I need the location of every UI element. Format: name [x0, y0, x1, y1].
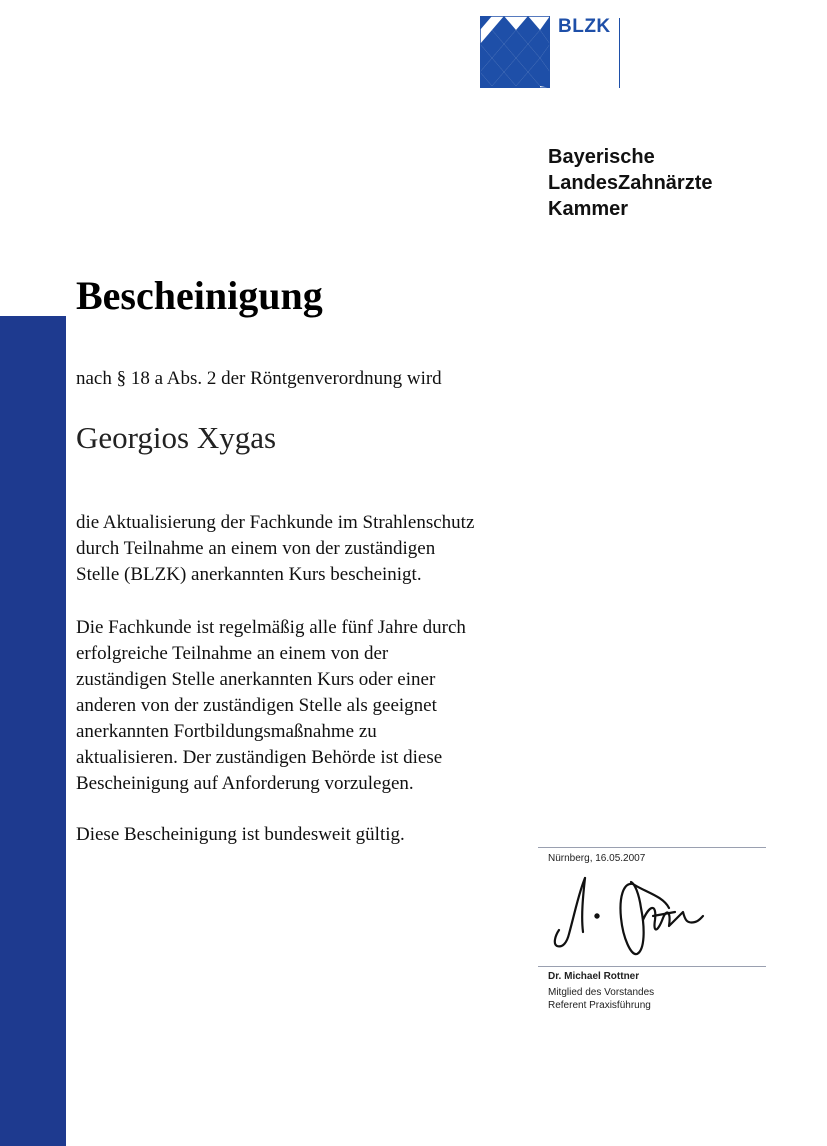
signature-bottom-rule — [538, 966, 766, 967]
text-line: die Aktualisierung der Fachkunde im Strahlenschutz — [76, 512, 475, 533]
bavarian-lozenge-logo-icon — [480, 16, 550, 88]
logo-wordmark: BLZK — [558, 16, 611, 37]
recipient-name: Georgios Xygas — [76, 420, 277, 455]
text-line: aktualisieren. Der zuständigen Behörde ist diese — [76, 747, 443, 768]
text-line: durch Teilnahme an einem von der zuständigen — [76, 538, 436, 559]
text-line: Stelle (BLZK) anerkannten Kurs bescheinigt. — [76, 564, 422, 585]
paragraph-validity — [76, 822, 546, 848]
blue-side-band — [0, 316, 66, 1146]
signature-top-rule — [538, 847, 766, 848]
organization-name — [548, 144, 712, 222]
paragraph-renewal — [76, 615, 546, 797]
text-line: Bescheinigung auf Anforderung vorzulegen. — [76, 773, 414, 794]
place-date: Nürnberg, 16.05.2007 — [548, 853, 646, 864]
text-line: Diese Bescheinigung ist bundesweit gültig. — [76, 824, 405, 845]
certificate-subtitle: nach § 18 a Abs. 2 der Röntgenverordnung wird — [76, 368, 442, 389]
handwritten-signature — [545, 872, 715, 962]
signatory-role: Referent Praxisführung — [548, 1000, 651, 1011]
signatory-role: Mitglied des Vorstandes — [548, 987, 655, 998]
certificate-title: Bescheinigung — [76, 273, 323, 318]
paragraph-certification — [76, 510, 546, 588]
organization-line: Bayerische — [548, 146, 655, 168]
signatory-name: Dr. Michael Rottner — [548, 971, 640, 982]
organization-line: LandesZahnärzte — [548, 172, 713, 194]
text-line: anderen von der zuständigen Stelle als geeignet — [76, 695, 437, 716]
text-line: Die Fachkunde ist regelmäßig alle fünf Jahre durch — [76, 617, 466, 638]
organization-line: Kammer — [548, 198, 629, 220]
logo-divider — [619, 18, 620, 88]
text-line: anerkannten Fortbildungsmaßnahme zu — [76, 721, 377, 742]
text-line: erfolgreiche Teilnahme an einem von der — [76, 643, 389, 664]
text-line: zuständigen Stelle anerkannten Kurs oder einer — [76, 669, 436, 690]
